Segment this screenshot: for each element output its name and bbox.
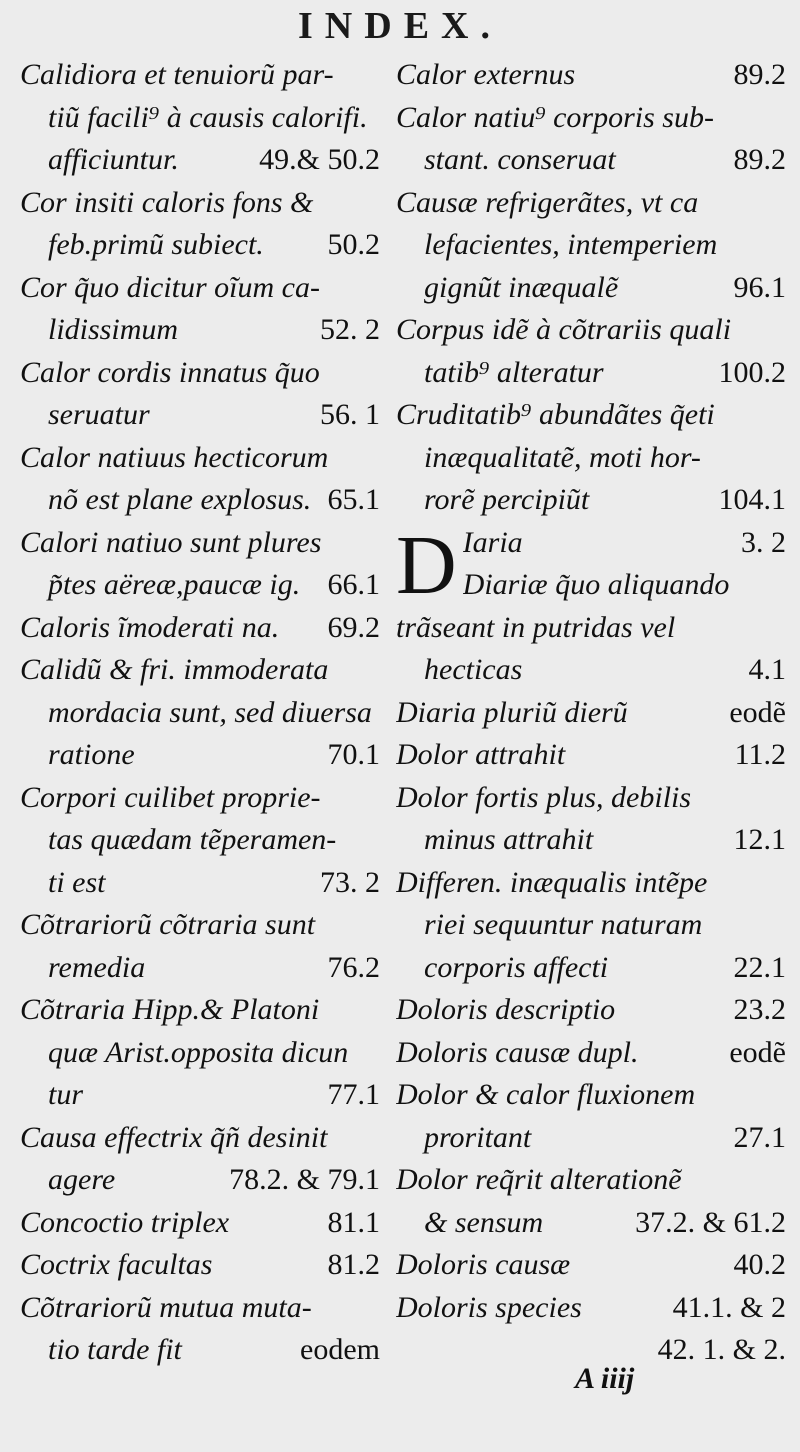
entry-text: agere <box>48 1163 116 1196</box>
page-reference <box>372 1287 380 1330</box>
page-reference: 89.2 <box>733 58 786 91</box>
page-reference <box>372 904 380 947</box>
entry-line <box>20 352 380 395</box>
entry-line <box>20 1329 380 1372</box>
index-entry <box>20 352 380 437</box>
page-reference: 42. 1. & 2. <box>657 1333 786 1366</box>
page-reference <box>372 182 380 225</box>
page-reference: 12.1 <box>733 823 786 856</box>
entry-line <box>396 1159 786 1202</box>
entry-line <box>20 1202 380 1245</box>
page-reference: eodẽ <box>729 695 786 729</box>
entry-text: tas quædam tẽperamen- <box>48 823 337 856</box>
entry-line <box>396 97 786 140</box>
entry-text: Doloris species <box>396 1290 582 1324</box>
right-column <box>396 54 786 1372</box>
page-reference: 100.2 <box>718 355 786 389</box>
page-reference <box>778 607 786 650</box>
entry-line <box>20 479 380 522</box>
index-entry <box>396 309 786 394</box>
index-entry <box>396 777 786 862</box>
entry-text: tio tarde fit <box>48 1333 182 1366</box>
entry-line <box>20 989 380 1032</box>
page-reference: 73. 2 <box>320 865 380 899</box>
page-reference <box>778 777 786 820</box>
page-reference: 96.1 <box>733 270 786 304</box>
entry-line <box>20 1287 380 1330</box>
page-title: INDEX. <box>298 5 502 47</box>
page-reference: 41.1. & 2 <box>672 1290 786 1324</box>
index-entry <box>20 437 380 522</box>
entry-text: Calori natiuo sunt plures <box>20 525 322 559</box>
index-entry <box>20 182 380 267</box>
index-entry <box>396 734 786 777</box>
index-entry <box>20 522 380 607</box>
page-reference: 66.1 <box>327 568 380 601</box>
page-reference <box>372 649 380 692</box>
entry-text: afficiuntur. <box>48 143 179 176</box>
entry-text: hecticas <box>424 653 523 686</box>
entry-text: Corpori cuilibet proprie- <box>20 780 321 814</box>
index-entry <box>20 904 380 989</box>
entry-text: Cõtraria Hipp.& Platoni <box>20 993 320 1026</box>
page-reference <box>778 904 786 947</box>
drop-cap: D <box>396 518 457 612</box>
index-entry <box>396 1244 786 1287</box>
entry-text: stant. conseruat <box>424 143 616 176</box>
index-entry <box>396 1159 786 1244</box>
entry-text: Cõtrariorũ cõtraria sunt <box>20 908 316 941</box>
entry-line <box>396 139 786 182</box>
entry-text: Calidiora et tenuiorũ par- <box>20 58 334 91</box>
entry-line <box>396 479 786 522</box>
entry-text: Calor externus <box>396 58 576 91</box>
page-reference: 49.& 50.2 <box>259 143 380 176</box>
index-entry <box>396 54 786 97</box>
index-entry <box>20 1244 380 1287</box>
page-reference <box>372 1117 380 1160</box>
entry-line <box>396 224 786 267</box>
entry-line <box>20 394 380 437</box>
entry-line <box>20 139 380 182</box>
index-entry <box>20 649 380 777</box>
entry-line <box>396 54 786 97</box>
page-reference: 81.1 <box>327 1205 380 1239</box>
entry-text: Calor cordis innatus q̃uo <box>20 355 320 389</box>
entry-line <box>20 734 380 777</box>
entry-line <box>396 1202 786 1245</box>
entry-text: tiũ facili⁹ à causis calorifi. <box>48 100 368 134</box>
page-reference: 77.1 <box>327 1078 380 1111</box>
entry-line <box>396 777 786 820</box>
entry-line <box>20 224 380 267</box>
entry-text: Dolor fortis plus, debilis <box>396 780 692 814</box>
page-reference <box>778 394 786 437</box>
entry-line <box>20 692 380 735</box>
entry-text: Concoctio triplex <box>20 1205 230 1239</box>
entry-text: Dolor req̃rit alterationẽ <box>396 1163 682 1196</box>
entry-line <box>20 309 380 352</box>
page-reference <box>372 267 380 310</box>
page-reference: 40.2 <box>733 1248 786 1281</box>
entry-text: feb.primũ subiect. <box>48 228 264 261</box>
index-entry <box>396 862 786 990</box>
entry-line <box>20 1032 380 1075</box>
index-entry <box>396 394 786 522</box>
page-reference <box>778 1074 786 1117</box>
entry-text: riei sequuntur naturam <box>424 908 703 941</box>
entry-line <box>20 1159 380 1202</box>
entry-line <box>396 437 786 480</box>
entry-text: minus attrahit <box>424 823 594 856</box>
entry-line <box>20 1074 380 1117</box>
entry-line <box>20 904 380 947</box>
entry-line <box>20 54 380 97</box>
entry-text: Calor natiu⁹ corporis sub- <box>396 100 714 134</box>
index-entry <box>396 1287 786 1372</box>
page-reference: 52. 2 <box>320 313 380 346</box>
page-reference <box>372 97 380 140</box>
page-reference <box>778 224 786 267</box>
index-entry <box>20 1117 380 1202</box>
page-reference: eodẽ <box>729 1035 786 1069</box>
entry-line <box>396 819 786 862</box>
entry-text: rorẽ percipiũt <box>424 483 590 516</box>
entry-line <box>396 649 786 692</box>
entry-line <box>396 734 786 777</box>
entry-line <box>396 1117 786 1160</box>
page-reference: 4.1 <box>748 653 786 686</box>
entry-text: remedia <box>48 950 146 984</box>
entry-line <box>396 607 786 650</box>
page-reference <box>372 352 380 395</box>
entry-text: Doloris causæ <box>396 1248 571 1281</box>
entry-line <box>396 1287 786 1330</box>
page-reference: 11.2 <box>734 738 786 771</box>
entry-text: Doloris descriptio <box>396 993 616 1026</box>
entry-line <box>396 1074 786 1117</box>
page-reference <box>372 777 380 820</box>
index-entry <box>20 777 380 905</box>
entry-text: trãseant in putridas vel <box>396 610 676 644</box>
entry-text: tur <box>48 1078 84 1111</box>
page-reference <box>372 437 380 480</box>
page-reference: 89.2 <box>733 143 786 176</box>
entry-text: nõ est plane explosus. <box>48 483 312 516</box>
page-reference <box>778 1159 786 1202</box>
page-reference: 65.1 <box>327 483 380 516</box>
entry-text: ti est <box>48 865 106 899</box>
index-entry <box>396 1032 786 1075</box>
index-entry <box>20 54 380 182</box>
entry-line <box>20 607 380 650</box>
entry-text: Calidũ & fri. immoderata <box>20 653 329 686</box>
entry-text: Coctrix facultas <box>20 1248 213 1281</box>
page-reference: 76.2 <box>327 950 380 984</box>
entry-text: Dolor attrahit <box>396 738 566 771</box>
entry-line <box>20 267 380 310</box>
entry-line <box>396 904 786 947</box>
entry-text: Cor insiti caloris fons & <box>20 185 314 219</box>
entry-line <box>20 947 380 990</box>
page-reference: 81.2 <box>327 1248 380 1281</box>
entry-text: Diariæ q̃uo aliquando <box>462 568 730 601</box>
entry-text: Doloris causæ dupl. <box>396 1035 639 1069</box>
page-reference: 50.2 <box>327 228 380 261</box>
entry-line <box>20 522 380 565</box>
entry-line <box>20 777 380 820</box>
entry-line <box>396 182 786 225</box>
entry-text: Cor q̃uo dicitur oĩum ca- <box>20 270 320 304</box>
entry-line <box>20 862 380 905</box>
entry-text: Differen. inæqualis intẽpe <box>396 865 708 899</box>
entry-line <box>463 564 786 607</box>
entry-text: ratione <box>48 738 135 771</box>
entry-line <box>396 394 786 437</box>
entry-text: Causa effectrix q̃ñ desinit <box>20 1120 328 1154</box>
page-reference <box>372 522 380 565</box>
page-reference <box>778 309 786 352</box>
entry-line <box>20 1244 380 1287</box>
entry-line <box>396 309 786 352</box>
page-reference <box>372 989 380 1032</box>
entry-text: Corpus idẽ à cõtrariis quali <box>396 313 732 346</box>
entry-text: gignũt inæqualẽ <box>424 270 619 304</box>
page-reference: 37.2. & 61.2 <box>635 1205 786 1239</box>
entry-line <box>20 819 380 862</box>
index-entry <box>396 97 786 182</box>
page-reference <box>778 437 786 480</box>
entry-text: Causæ refrigerãtes, vt ca <box>396 185 699 219</box>
page-reference <box>372 1032 380 1075</box>
page-reference <box>778 97 786 140</box>
page-reference: 104.1 <box>718 483 786 516</box>
index-entry <box>20 607 380 650</box>
entry-text: corporis affecti <box>424 950 609 984</box>
entry-text: mordacia sunt, sed diuersa <box>48 695 372 729</box>
index-entry <box>20 1202 380 1245</box>
entry-line <box>396 267 786 310</box>
page-reference: 70.1 <box>327 738 380 771</box>
page-reference <box>778 564 786 607</box>
index-entry <box>20 267 380 352</box>
entry-line <box>396 862 786 905</box>
entry-text: Caloris ĩmoderati na. <box>20 610 280 644</box>
index-entry <box>396 518 786 612</box>
index-entry <box>396 607 786 692</box>
index-entry <box>396 1074 786 1159</box>
index-entry <box>396 989 786 1032</box>
page-reference: eodem <box>300 1333 380 1366</box>
entry-text: tatib⁹ alteratur <box>424 355 604 389</box>
page-reference: 22.1 <box>733 950 786 984</box>
entry-text: proritant <box>424 1120 532 1154</box>
entry-line <box>396 352 786 395</box>
entry-line <box>20 1117 380 1160</box>
entry-text: & sensum <box>424 1205 544 1239</box>
entry-text: p̃tes aëreæ,paucæ ig. <box>48 568 301 601</box>
entry-text: quæ Arist.opposita dicun <box>48 1035 349 1069</box>
index-entry <box>396 692 786 735</box>
entry-line <box>20 649 380 692</box>
entry-line <box>20 564 380 607</box>
entry-line <box>396 692 786 735</box>
page-reference <box>372 692 380 735</box>
entry-line <box>463 522 786 565</box>
page-reference <box>372 819 380 862</box>
entry-text: seruatur <box>48 398 150 431</box>
page-reference: 3. 2 <box>741 525 786 559</box>
index-entry <box>20 989 380 1117</box>
entry-line <box>396 947 786 990</box>
index-entry <box>396 182 786 310</box>
entry-text: lidissimum <box>48 313 179 346</box>
page-reference <box>778 862 786 905</box>
entry-text: Iaria <box>462 525 523 559</box>
page-reference <box>372 54 380 97</box>
page-reference: 78.2. & 79.1 <box>229 1163 380 1196</box>
entry-line <box>20 437 380 480</box>
page-reference: 69.2 <box>327 610 380 644</box>
left-column <box>20 54 380 1372</box>
entry-line <box>396 1032 786 1075</box>
entry-line <box>20 97 380 140</box>
entry-text: Dolor & calor fluxionem <box>396 1078 696 1111</box>
entry-text: Cõtrariorũ mutua muta- <box>20 1290 312 1324</box>
entry-text: lefacientes, intemperiem <box>424 228 718 261</box>
entry-text: Calor natiuus hecticorum <box>20 440 329 474</box>
catchword: A iiij <box>575 1362 635 1395</box>
page-reference: 23.2 <box>733 993 786 1026</box>
entry-text: inæqualitatẽ, moti hor- <box>424 440 701 474</box>
page-reference: 56. 1 <box>320 398 380 431</box>
index-entry <box>20 1287 380 1372</box>
entry-text: Cruditatib⁹ abundãtes q̃eti <box>396 398 715 431</box>
page-reference <box>778 182 786 225</box>
page-reference: 27.1 <box>733 1120 786 1154</box>
entry-text: Diaria pluriũ dierũ <box>396 695 628 729</box>
entry-line <box>396 989 786 1032</box>
entry-line <box>20 182 380 225</box>
entry-line <box>396 1244 786 1287</box>
